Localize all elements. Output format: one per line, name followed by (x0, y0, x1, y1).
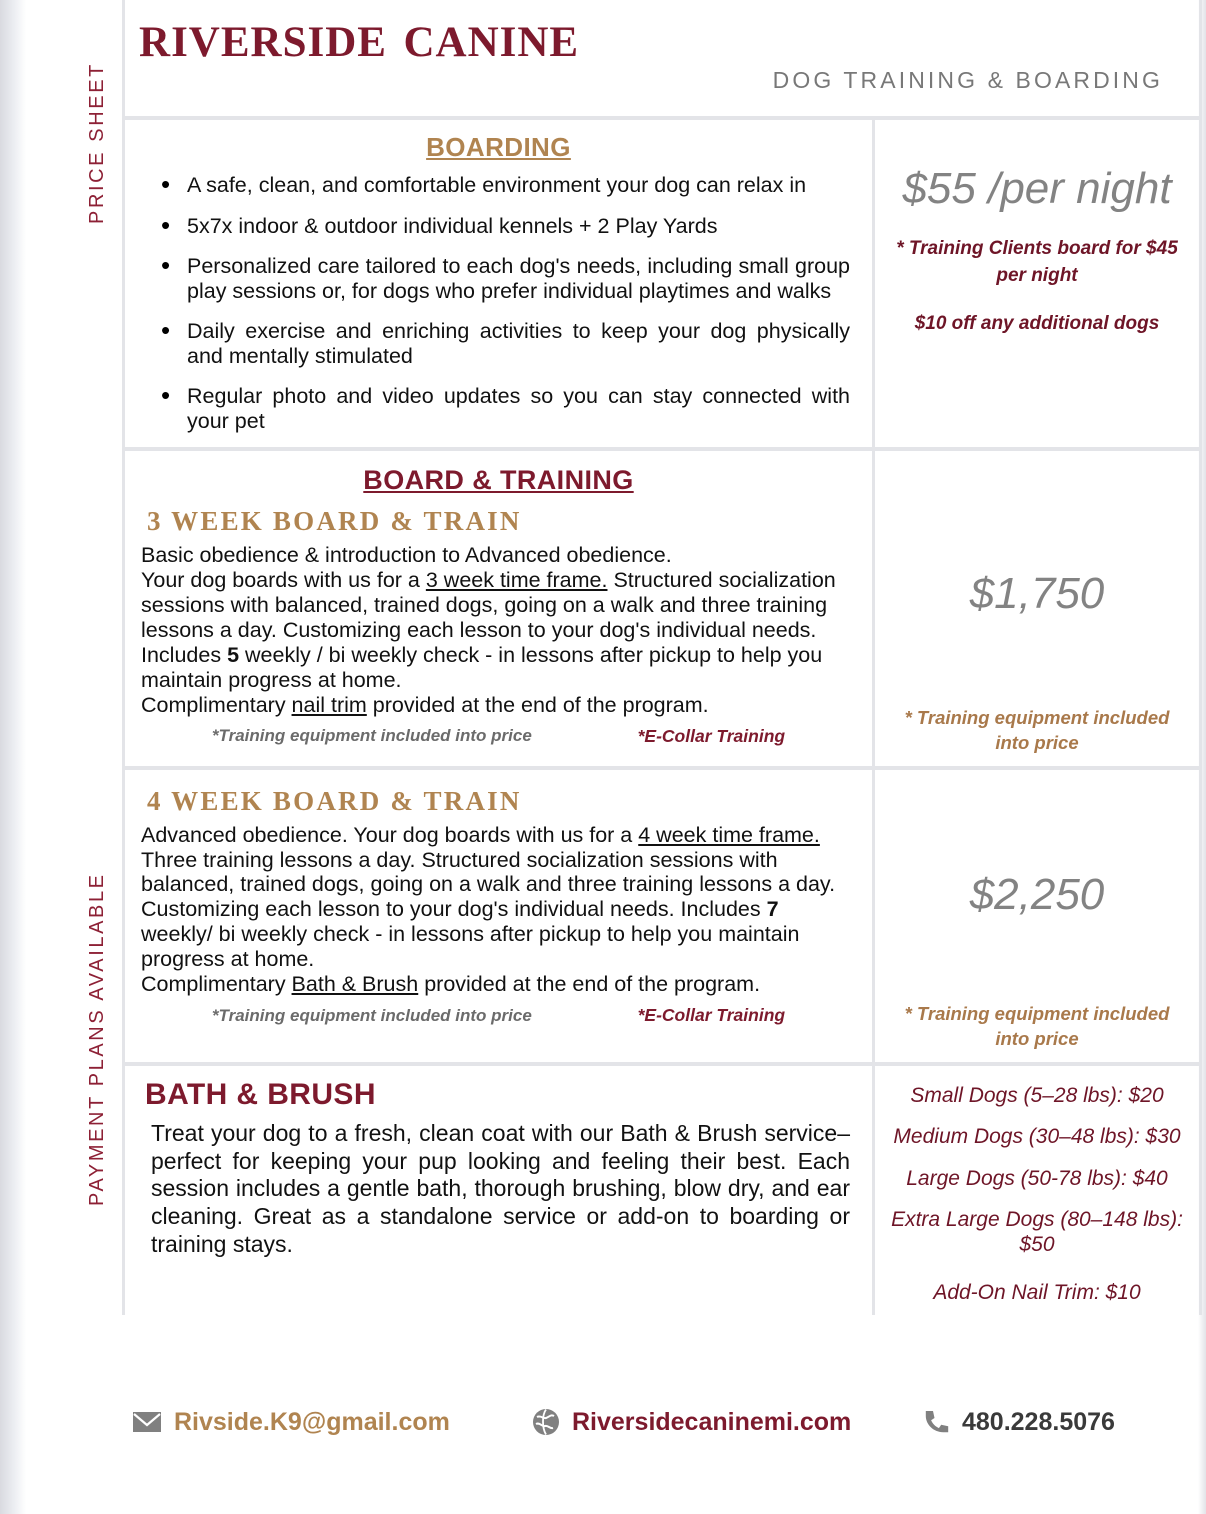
brand-title: riverside canine (139, 2, 580, 70)
boarding-price-note-additional-dogs: $10 off any additional dogs (914, 312, 1160, 334)
brand-tagline: DOG TRAINING & BOARDING (772, 67, 1163, 94)
footer-phone-text: 480.228.5076 (962, 1407, 1115, 1436)
three-week-line-3a: Complimentary (141, 692, 292, 717)
boarding-price-cell (875, 120, 1202, 447)
four-week-price-note: * Training equipment included into price (904, 1003, 1170, 1050)
three-week-line-2b: Structured socialization sessions with balanced, trained dogs, going on a walk and three training lessons a day. Customizing each lesson to your dog's individual needs. Includes (141, 567, 836, 667)
side-label-price-sheet: PRICE SHEET (86, 62, 108, 224)
footer-phone[interactable] (922, 1408, 1202, 1437)
boarding-price: $55 /per night (902, 164, 1172, 213)
boarding-title: BOARDING (426, 132, 571, 162)
list-item: • Daily exercise and enriching activities to keep your dog physically and mentally stimulated (187, 319, 856, 368)
three-week-heading: 3 WEEK BOARD & TRAIN (147, 506, 522, 536)
four-week-line-1b: Three training lessons a day. Structured socialization sessions with balanced, trained dogs, going on a walk and three training lessons a day. Customizing each lesson to your dog's individual needs. Includes (141, 847, 836, 922)
four-week-price: $2,250 (969, 869, 1105, 919)
bath-brush-price-cell (875, 1066, 1202, 1315)
list-item: • A safe, clean, and comfortable environment your dog can relax in (187, 173, 856, 198)
bath-brush-price-nail-trim: Add-On Nail Trim: $10 (933, 1280, 1141, 1304)
section-four-week-board-train (122, 766, 1202, 1063)
four-week-line-2b: provided at the end of the program. (418, 972, 761, 997)
four-week-line-1c: weekly/ bi weekly check - in lessons after pickup to help you maintain progress at home. (141, 922, 800, 972)
bath-brush-details (122, 1066, 875, 1315)
boarding-details (122, 120, 875, 447)
list-item: • Regular photo and video updates so you can stay connected with your pet (187, 384, 856, 433)
three-week-line-1: Basic obedience & introduction to Advanced obedience. (141, 543, 672, 567)
bath-brush-body: Treat your dog to a fresh, clean coat with our Bath & Brush service–perfect for keeping your pup looking and feeling their best. Each session includes a gentle bath, thorough brushing, blow dry, and ear cleaning. Great as a standalone service or add-on to boarding or training stays. (151, 1120, 850, 1257)
three-week-notes (141, 726, 856, 747)
section-bath-brush (122, 1062, 1202, 1315)
four-week-details (122, 770, 875, 1063)
boarding-bullet-list (141, 173, 856, 433)
footer-website[interactable] (532, 1408, 922, 1437)
document-header (122, 0, 1202, 116)
bath-brush-price-medium: Medium Dogs (30–48 lbs): $30 (893, 1125, 1181, 1149)
side-label-payment-plans: PAYMENT PLANS AVAILABLE (86, 872, 108, 1206)
four-week-line-1a: Advanced obedience. Your dog boards with us for a (141, 822, 639, 847)
four-week-price-cell (875, 770, 1202, 1063)
four-week-heading: 4 WEEK BOARD & TRAIN (147, 785, 522, 816)
globe-icon (532, 1408, 560, 1436)
three-week-line-2a: Your dog boards with us for a (141, 567, 426, 592)
four-week-body (141, 823, 856, 998)
bath-brush-price-small: Small Dogs (5–28 lbs): $20 (910, 1084, 1164, 1108)
three-week-line-2c: weekly / bi weekly check - in lessons after pickup to help you maintain progress at home. (141, 642, 823, 692)
board-training-title: BOARD & TRAINING (363, 465, 634, 495)
three-week-underline-nailtrim: nail trim (291, 692, 367, 717)
footer-email[interactable] (122, 1408, 532, 1437)
three-week-note-equipment: *Training equipment included into price (211, 726, 532, 746)
bath-brush-price-large: Large Dogs (50-78 lbs): $40 (906, 1166, 1168, 1190)
list-item: • Personalized care tailored to each dog's needs, including small group play sessions or, for dogs who prefer individual playtimes and walks (187, 254, 856, 303)
footer-website-text: Riversidecaninemi.com (572, 1407, 852, 1436)
three-week-underline-timeframe: 3 week time frame. (425, 567, 608, 592)
page-left-edge-shadow (0, 0, 26, 1514)
four-week-note-ecollar: *E-Collar Training (637, 1005, 786, 1026)
three-week-line-3b: provided at the end of the program. (366, 692, 709, 717)
four-week-notes (141, 1005, 856, 1026)
bath-brush-title: BATH & BRUSH (145, 1078, 376, 1112)
four-week-underline-timeframe: 4 week time frame. (638, 822, 820, 847)
envelope-icon (132, 1411, 162, 1433)
three-week-body (141, 543, 856, 718)
three-week-price-cell (875, 451, 1202, 766)
four-week-checkins-count: 7 (766, 897, 779, 922)
section-boarding (122, 116, 1202, 447)
four-week-line-2a: Complimentary (141, 972, 292, 997)
list-item: • 5x7x indoor & outdoor individual kennels + 2 Play Yards (187, 214, 856, 239)
content-frame (122, 0, 1202, 1384)
bath-brush-price-extra-large: Extra Large Dogs (80–148 lbs): $50 (891, 1208, 1183, 1256)
four-week-underline-bathbrush: Bath & Brush (291, 972, 419, 997)
three-week-note-ecollar: *E-Collar Training (637, 725, 786, 746)
three-week-price-note: * Training equipment included into price (904, 706, 1170, 753)
boarding-price-note-training-clients: * Training Clients board for $45 per night (896, 237, 1178, 287)
three-week-details (122, 451, 875, 766)
section-three-week-board-train (122, 447, 1202, 766)
document-footer (122, 1392, 1202, 1452)
three-week-price: $1,750 (969, 569, 1105, 618)
four-week-note-equipment: *Training equipment included into price (211, 1005, 532, 1025)
three-week-checkins-count: 5 (227, 642, 240, 667)
phone-icon (922, 1408, 950, 1436)
footer-email-text: Rivside.K9@gmail.com (174, 1407, 450, 1436)
